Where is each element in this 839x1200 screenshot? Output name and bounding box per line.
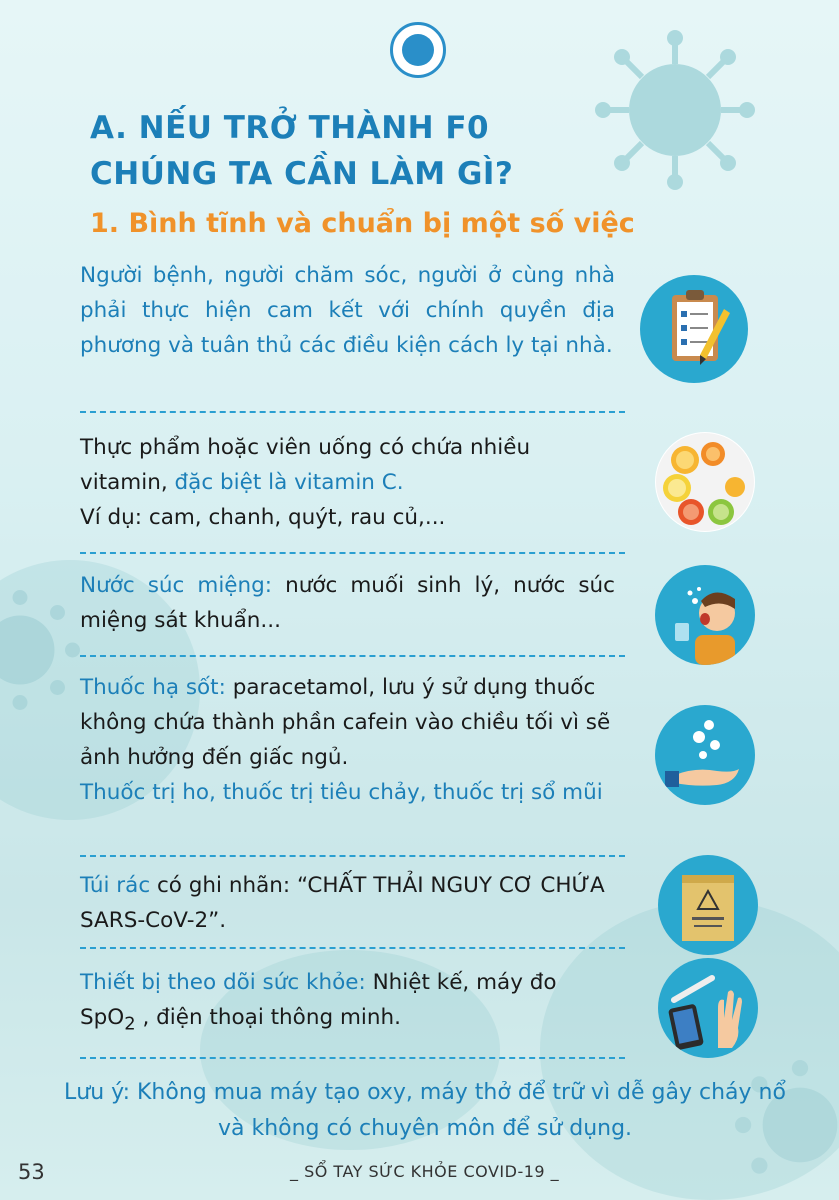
section-health-devices <box>80 965 615 1041</box>
fever-medicine-label: Thuốc hạ sốt: <box>80 675 226 700</box>
footer-title: _ SỔ TAY SỨC KHỎE COVID-19 _ <box>290 1162 560 1181</box>
divider <box>80 947 625 949</box>
virus-decoration-icon <box>595 30 755 190</box>
section-text-end: , điện thoại thông minh. <box>135 1005 401 1030</box>
section-fever-medicine <box>80 670 625 810</box>
section-vitamins <box>80 430 615 535</box>
section-isolation-commitment <box>80 258 615 363</box>
virus-decoration-icon <box>0 590 80 710</box>
section-text: Thực phẩm hoặc viên uống có chứa nhiều vitamin, <box>80 435 531 495</box>
important-note: Lưu ý: Không mua máy tạo oxy, máy thở để trữ vì dễ gây cháy nổ và không có chuyên môn để sử dụng. <box>64 1080 786 1141</box>
section-waste-bag <box>80 868 615 938</box>
page-title-line2: CHÚNG TA CẦN LÀM GÌ? <box>90 156 514 192</box>
health-devices-icon <box>658 958 758 1058</box>
page-number: 53 <box>18 1160 45 1184</box>
divider <box>80 552 625 554</box>
section-mouthwash <box>80 568 615 638</box>
gargling-person-icon <box>655 565 755 665</box>
clipboard-icon <box>640 275 748 383</box>
divider <box>80 411 625 413</box>
section-text: có ghi nhãn: “CHẤT THẢI NGUY CƠ CHỨA SARS-CoV-2”. <box>80 873 605 933</box>
section-example: Ví dụ: cam, chanh, quýt, rau củ,... <box>80 505 446 530</box>
citrus-fruits-icon <box>655 432 755 532</box>
spo2-subscript: 2 <box>124 1013 136 1035</box>
health-devices-label: Thiết bị theo dõi sức khỏe: <box>80 970 366 995</box>
organization-logo <box>390 22 446 78</box>
waste-bag-icon <box>658 855 758 955</box>
vitamin-c-highlight: đặc biệt là vitamin C. <box>174 470 404 495</box>
section-text: nước muối sinh lý, nước súc miệng sát khuẩn... <box>80 573 615 633</box>
waste-bag-label: Túi rác <box>80 873 151 898</box>
divider <box>80 855 625 857</box>
mouthwash-label: Nước súc miệng: <box>80 573 273 598</box>
divider <box>80 655 625 657</box>
section-subtitle: 1. Bình tĩnh và chuẩn bị một số việc <box>90 208 635 239</box>
page-title-line1: A. NẾU TRỞ THÀNH F0 <box>90 110 490 146</box>
section-text: Người bệnh, người chăm sóc, người ở cùng nhà phải thực hiện cam kết với chính quyền địa phương và tuân thủ các điều kiện cách ly tại nhà. <box>80 263 615 358</box>
other-medicine-text: Thuốc trị ho, thuốc trị tiêu chảy, thuốc trị sổ mũi <box>80 780 603 805</box>
section-text: Nhiệt kế, máy đo SpO <box>80 970 557 1030</box>
section-text: paracetamol, lưu ý sử dụng thuốc không chứa thành phần cafein vào chiều tối vì sẽ ảnh hưởng đến giấc ngủ. <box>80 675 611 770</box>
pills-hand-icon <box>655 705 755 805</box>
divider <box>80 1057 625 1059</box>
